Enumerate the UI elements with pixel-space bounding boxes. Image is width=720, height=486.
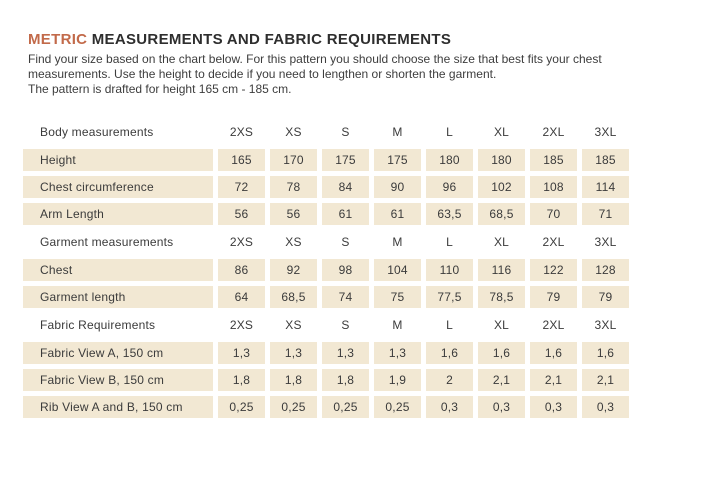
value-cell: 68,5 — [478, 203, 525, 225]
size-column-header: 3XL — [594, 235, 617, 249]
size-column-header: 2XS — [229, 235, 254, 249]
table-row — [23, 259, 629, 281]
value-cell: 72 — [218, 176, 265, 198]
value-cell: 71 — [582, 203, 629, 225]
size-column-header: 2XL — [542, 235, 565, 249]
value-cell: 79 — [530, 286, 577, 308]
section-header-label: Garment measurements — [40, 235, 174, 249]
value-cell: 61 — [374, 203, 421, 225]
size-column-header: 3XL — [594, 318, 617, 332]
value-cell: 92 — [270, 259, 317, 281]
value-cell: 63,5 — [426, 203, 473, 225]
value-cell: 2,1 — [478, 369, 525, 391]
value-cell: 78 — [270, 176, 317, 198]
size-column-header: 2XS — [229, 318, 254, 332]
table-row — [23, 396, 629, 418]
size-column-header: M — [392, 235, 403, 249]
value-cell: 1,6 — [582, 342, 629, 364]
size-column-header: M — [392, 318, 403, 332]
value-cell: 84 — [322, 176, 369, 198]
value-cell: 0,3 — [582, 396, 629, 418]
section-header-row — [23, 313, 629, 337]
value-cell: 75 — [374, 286, 421, 308]
value-cell: 128 — [582, 259, 629, 281]
value-cell: 61 — [322, 203, 369, 225]
value-cell: 2,1 — [530, 369, 577, 391]
row-label: Garment length — [23, 286, 213, 308]
value-cell: 180 — [478, 149, 525, 171]
value-cell: 74 — [322, 286, 369, 308]
size-column-header: 2XS — [229, 125, 254, 139]
table-row — [23, 369, 629, 391]
value-cell: 0,25 — [270, 396, 317, 418]
table-row — [23, 149, 629, 171]
row-label: Chest circumference — [23, 176, 213, 198]
row-label: Chest — [23, 259, 213, 281]
value-cell: 108 — [530, 176, 577, 198]
size-column-header: XS — [285, 125, 302, 139]
size-column-header: 2XL — [542, 125, 565, 139]
value-cell: 175 — [374, 149, 421, 171]
value-cell: 185 — [530, 149, 577, 171]
row-label: Fabric View A, 150 cm — [23, 342, 213, 364]
row-label: Arm Length — [23, 203, 213, 225]
row-label: Rib View A and B, 150 cm — [23, 396, 213, 418]
value-cell: 104 — [374, 259, 421, 281]
size-column-header: L — [446, 125, 453, 139]
value-cell: 78,5 — [478, 286, 525, 308]
size-column-header: XS — [285, 318, 302, 332]
value-cell: 70 — [530, 203, 577, 225]
value-cell: 90 — [374, 176, 421, 198]
value-cell: 86 — [218, 259, 265, 281]
section-header-row — [23, 120, 629, 144]
value-cell: 1,8 — [322, 369, 369, 391]
section-header-row — [23, 230, 629, 254]
section-header-label: Fabric Requirements — [40, 318, 156, 332]
table-row — [23, 176, 629, 198]
value-cell: 1,6 — [478, 342, 525, 364]
title-accent: METRIC — [28, 31, 88, 48]
value-cell: 1,8 — [270, 369, 317, 391]
size-column-header: 2XL — [542, 318, 565, 332]
table-row — [23, 286, 629, 308]
value-cell: 1,3 — [322, 342, 369, 364]
value-cell: 0,25 — [218, 396, 265, 418]
measurement-table — [23, 118, 629, 423]
value-cell: 79 — [582, 286, 629, 308]
value-cell: 0,25 — [322, 396, 369, 418]
value-cell: 0,25 — [374, 396, 421, 418]
value-cell: 180 — [426, 149, 473, 171]
value-cell: 64 — [218, 286, 265, 308]
value-cell: 56 — [218, 203, 265, 225]
value-cell: 0,3 — [426, 396, 473, 418]
value-cell: 1,6 — [426, 342, 473, 364]
value-cell: 1,3 — [270, 342, 317, 364]
value-cell: 122 — [530, 259, 577, 281]
value-cell: 1,3 — [374, 342, 421, 364]
intro-line: Find your size based on the chart below. For this pattern you should choose the size that best fits your chest — [28, 52, 602, 66]
value-cell: 0,3 — [530, 396, 577, 418]
table-row — [23, 203, 629, 225]
size-column-header: L — [446, 318, 453, 332]
size-column-header: XL — [493, 235, 510, 249]
value-cell: 2,1 — [582, 369, 629, 391]
value-cell: 175 — [322, 149, 369, 171]
value-cell: 110 — [426, 259, 473, 281]
value-cell: 1,6 — [530, 342, 577, 364]
intro-line: measurements. Use the height to decide if you need to lengthen or shorten the garment. — [28, 67, 497, 81]
size-column-header: XL — [493, 318, 510, 332]
title-rest: MEASUREMENTS AND FABRIC REQUIREMENTS — [87, 31, 452, 48]
section-header-label: Body measurements — [40, 125, 154, 139]
value-cell: 170 — [270, 149, 317, 171]
value-cell: 102 — [478, 176, 525, 198]
size-column-header: XL — [493, 125, 510, 139]
value-cell: 68,5 — [270, 286, 317, 308]
size-column-header: S — [341, 235, 350, 249]
value-cell: 1,8 — [218, 369, 265, 391]
value-cell: 56 — [270, 203, 317, 225]
size-column-header: S — [341, 125, 350, 139]
page-title — [28, 31, 451, 48]
row-label: Fabric View B, 150 cm — [23, 369, 213, 391]
value-cell: 98 — [322, 259, 369, 281]
value-cell: 165 — [218, 149, 265, 171]
size-column-header: M — [392, 125, 403, 139]
row-label: Height — [23, 149, 213, 171]
value-cell: 77,5 — [426, 286, 473, 308]
value-cell: 96 — [426, 176, 473, 198]
value-cell: 1,3 — [218, 342, 265, 364]
intro-paragraph — [28, 52, 602, 97]
value-cell: 116 — [478, 259, 525, 281]
size-column-header: 3XL — [594, 125, 617, 139]
size-column-header: XS — [285, 235, 302, 249]
value-cell: 114 — [582, 176, 629, 198]
intro-line: The pattern is drafted for height 165 cm - 185 cm. — [28, 82, 292, 96]
value-cell: 0,3 — [478, 396, 525, 418]
value-cell: 2 — [426, 369, 473, 391]
size-column-header: L — [446, 235, 453, 249]
table-row — [23, 342, 629, 364]
value-cell: 185 — [582, 149, 629, 171]
size-column-header: S — [341, 318, 350, 332]
value-cell: 1,9 — [374, 369, 421, 391]
